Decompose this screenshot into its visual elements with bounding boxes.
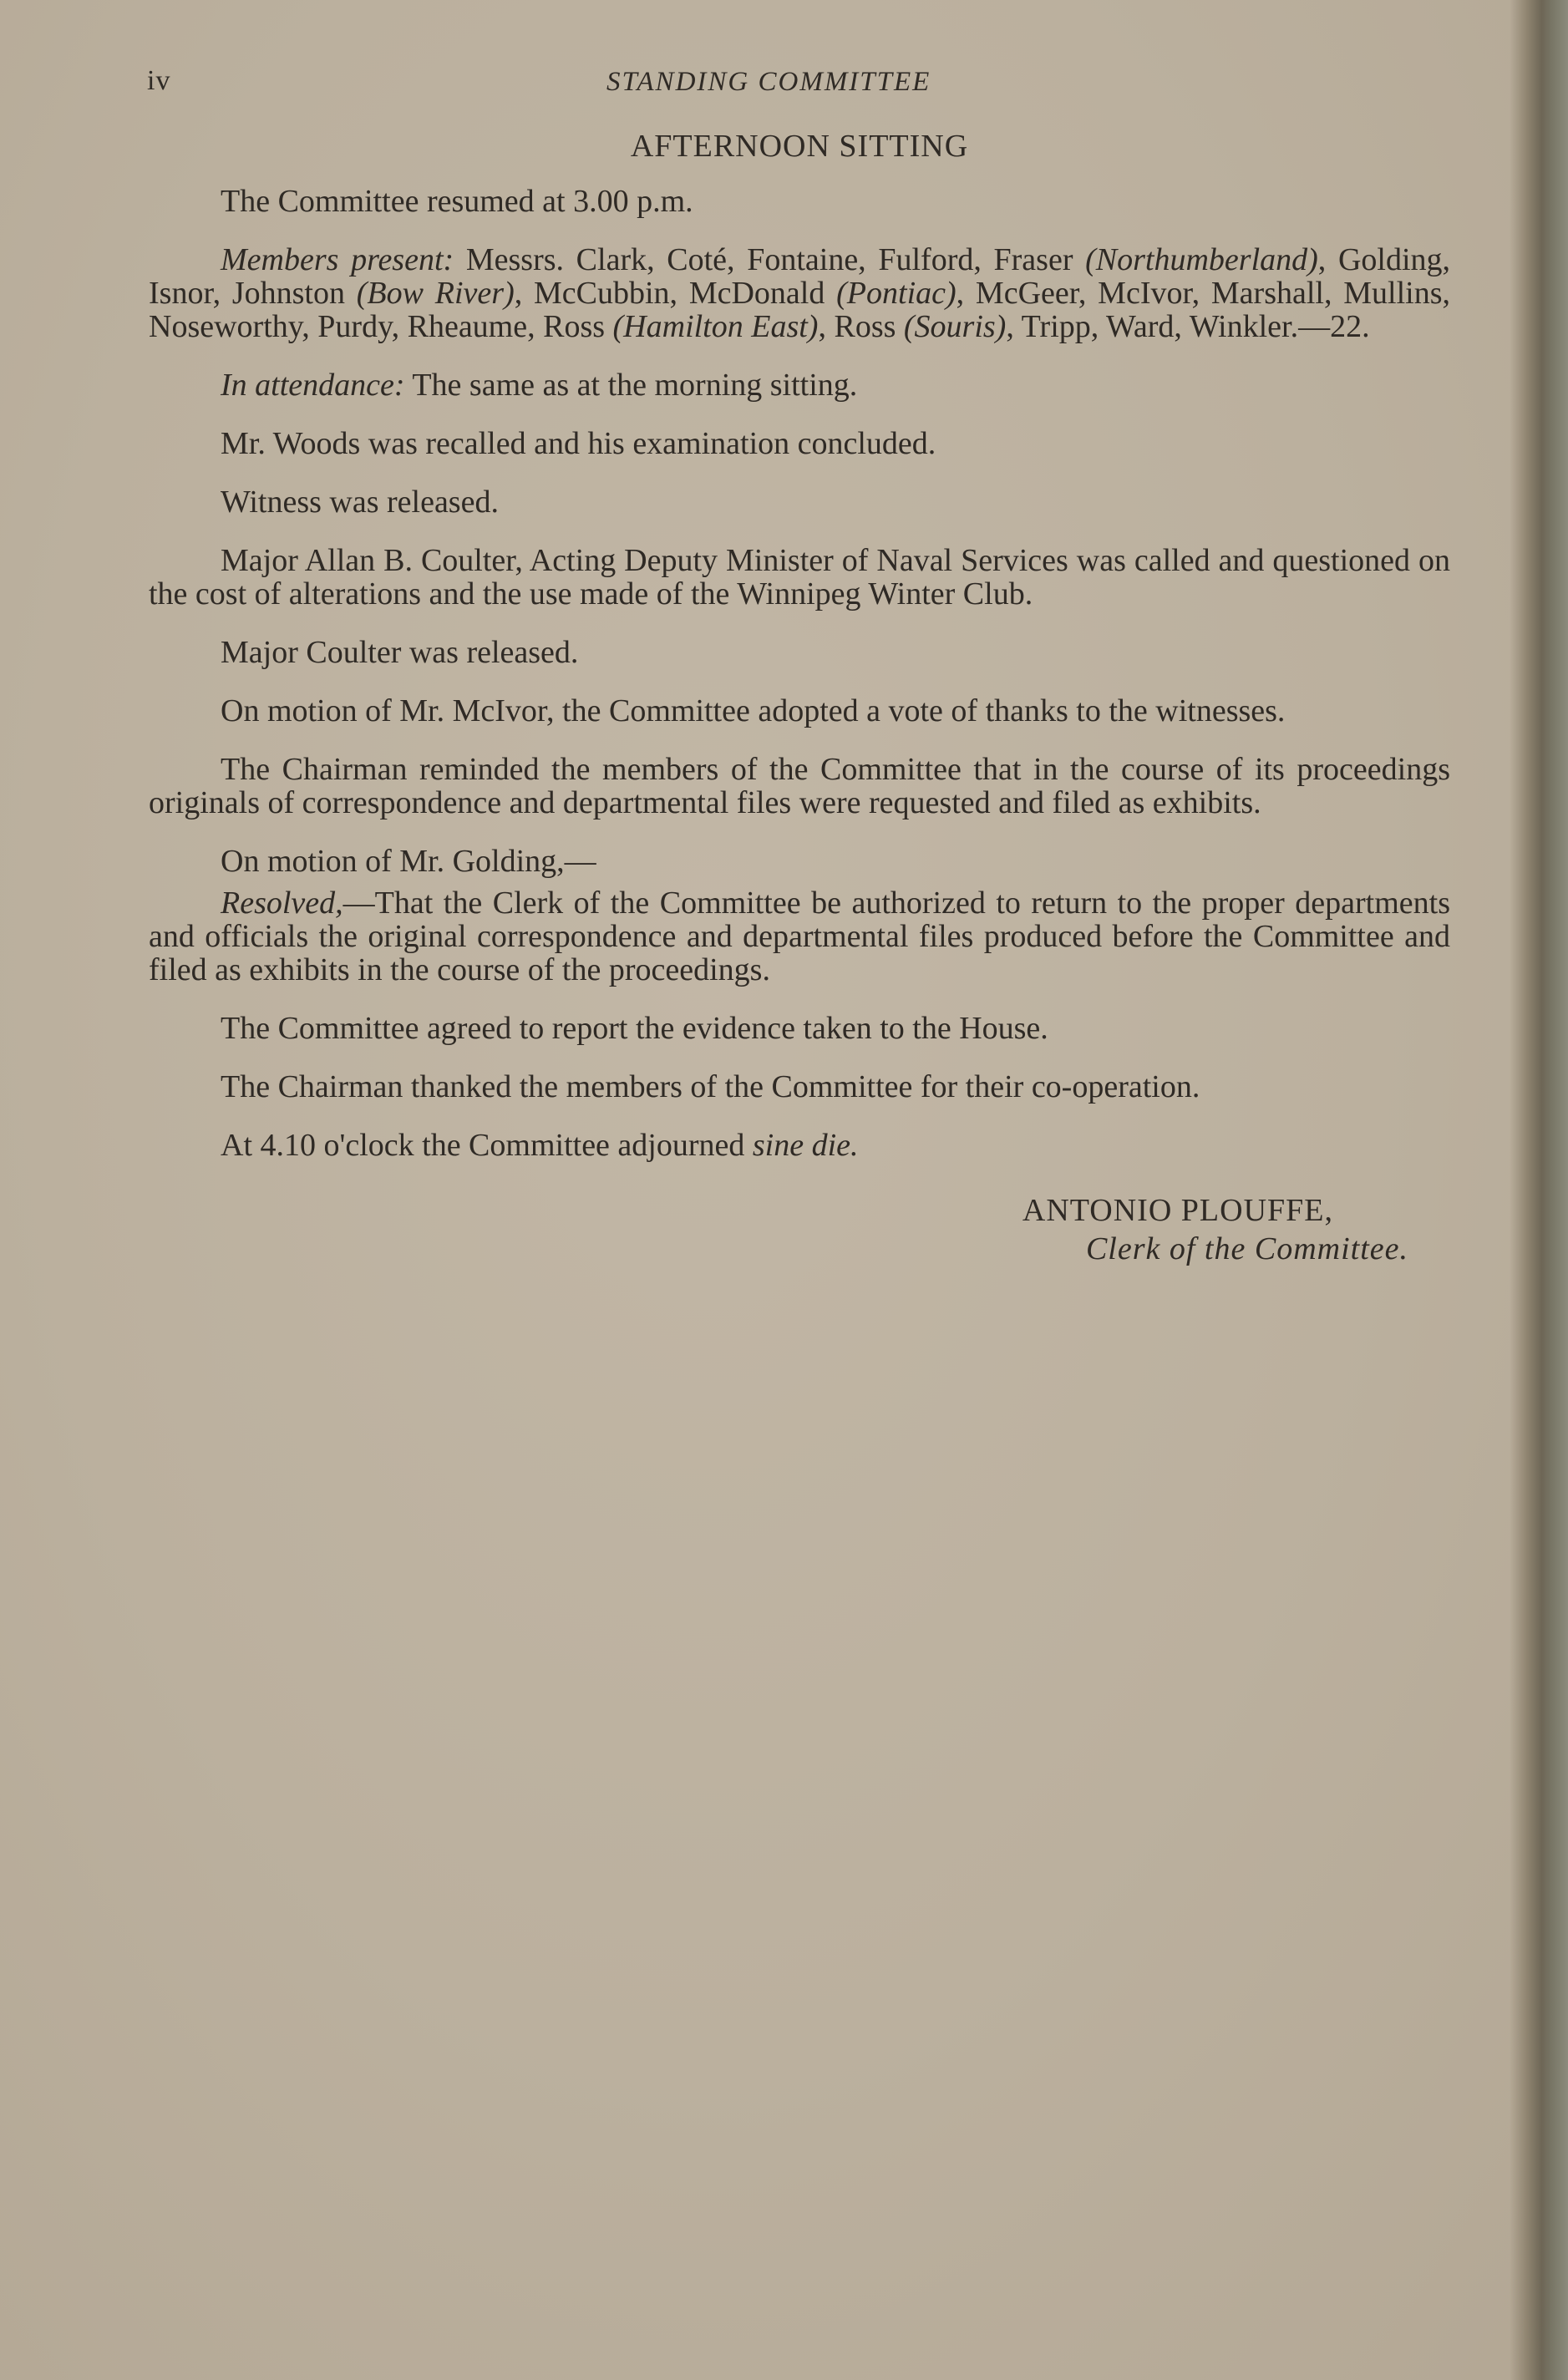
paragraph-witness-released: Witness was released. — [221, 485, 499, 520]
paragraph-coulter-released: Major Coulter was released. — [221, 635, 579, 670]
members-text-9: , Ross — [818, 309, 904, 344]
paragraph-resolved — [149, 886, 1450, 987]
adjourned-text: At 4.10 o'clock the Committee adjourned — [221, 1128, 753, 1163]
running-head — [147, 65, 1450, 107]
signatory-title: Clerk of the Committee. — [1085, 1231, 1408, 1266]
paragraph-chairman-thanked: The Chairman thanked the members of the Committee for their co-operation. — [221, 1069, 1200, 1104]
paragraph-report: The Committee agreed to report the evidence taken to the House. — [221, 1011, 1048, 1046]
members-text-4: (Bow River) — [356, 276, 515, 311]
members-text-7: , McGeer, McIvor, Marshall, Mullins, Noseworthy, Purdy, Rheaume, Ross — [149, 276, 1451, 344]
resolved-label: Resolved, — [221, 886, 343, 921]
paragraph-woods: Mr. Woods was recalled and his examination concluded. — [221, 426, 936, 461]
paragraph-members-present — [149, 243, 1450, 343]
members-text-8: (Hamilton East) — [612, 309, 819, 344]
signatory-name: ANTONIO PLOUFFE, — [1022, 1193, 1333, 1228]
paragraph-resumed: The Committee resumed at 3.00 p.m. — [221, 184, 693, 219]
attendance-label: In attendance: — [221, 368, 405, 403]
resolved-text: —That the Clerk of the Committee be authorized to return to the proper departments and officials the original correspondence and departmental files produced before the Committee and filed as exhibits in the course of the proceedings. — [149, 886, 1450, 987]
paragraph-thanks: On motion of Mr. McIvor, the Committee adopted a vote of thanks to the witnesses. — [221, 693, 1286, 728]
adjourned-italic: sine die. — [752, 1128, 859, 1163]
binding-edge — [1510, 0, 1568, 2380]
attendance-text: The same as at the morning sitting. — [404, 368, 858, 403]
members-text-1: Messrs. Clark, Coté, Fontaine, Fulford, Fraser — [454, 242, 1086, 277]
paragraph-chairman-reminded: The Chairman reminded the members of the Committee that in the course of its proceedings originals of correspondence and departmental files were requested and filed as exhibits. — [149, 752, 1450, 820]
signature-block — [149, 1194, 1450, 1266]
paragraph-coulter-called: Major Allan B. Coulter, Acting Deputy Minister of Naval Services was called and questioned on the cost of alterations and the use made of the Winnipeg Winter Club. — [149, 543, 1450, 611]
members-text-10: (Souris) — [903, 309, 1007, 344]
section-heading: AFTERNOON SITTING — [630, 129, 969, 164]
members-text-5: , McCubbin, McDonald — [514, 276, 837, 311]
paragraph-golding-motion: On motion of Mr. Golding,— — [221, 844, 596, 879]
paragraph-attendance — [149, 368, 1450, 402]
members-text-2: (Northumberland) — [1085, 242, 1318, 277]
members-text-3: , Golding, Isnor, Johnston — [149, 242, 1451, 311]
running-title: STANDING COMMITTEE — [606, 67, 931, 97]
paragraph-adjourned — [149, 1129, 1450, 1162]
members-text-11: , Tripp, Ward, Winkler.—22. — [1006, 309, 1370, 344]
members-label: Members present: — [221, 242, 454, 277]
members-text-6: (Pontiac) — [836, 276, 957, 311]
page-number: iv — [147, 65, 171, 96]
page-body — [149, 129, 1450, 1266]
